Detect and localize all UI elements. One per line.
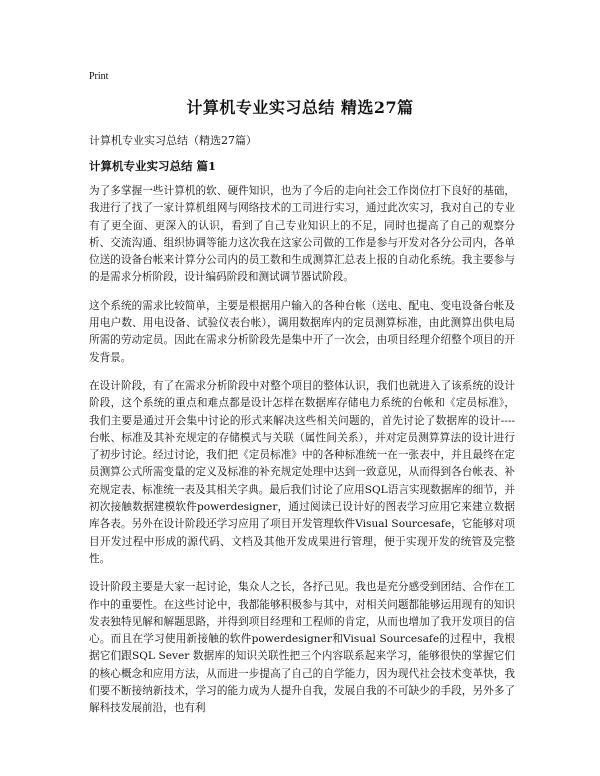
paragraph-3: 在设计阶段，有了在需求分析阶段中对整个项目的整体认识，我们也就进入了该系统的设计阶段，这个系统的重点和难点都是设计怎样在数据库存储电力系统的台帐和《定员标准》，我们主要是通过开会集中讨论的形式来解决这些相关问题的，首先讨论了数据库的设计----台帐、标准及其补充规定的存储模式与关联（属性间关系），并对定员测算算法的设计进行了初步讨论。经过讨论，我们把《定员标准》中的各种标准统一在一张表中，并且最终在定员测算公式所需变量的定义及标准的补充规定处理中达到一致意见，从而得到各台帐表、补充规定表、标准统一表及其相关字典。最后我们讨论了应用SQL语言实现数据库的细节，并初次接触数据建模软件powerdesigner，通过阅读已设计好的图表学习应用它来建立数据库各表。另外在设计阶段还学习应用了项目开发管理软件Visual Sourcesafe，它能够对项目开发过程中形成的源代码、文档及其他开发成果进行管理，便于实现开发的统管及完整性。 [89, 379, 515, 565]
print-label: Print [89, 71, 109, 82]
section-heading: 计算机专业实习总结 篇1 [89, 159, 217, 173]
paragraph-2: 这个系统的需求比较简单，主要是根据用户输入的各种台帐（送电、配电、变电设备台帐及用电户数、用电设备、试验仪表台帐），调用数据库内的定员测算标准，由此测算出供电局所需的劳动定员。因此在需求分析阶段先是集中开了一次会，由项目经理介绍整个项目的开发背景。 [89, 299, 515, 364]
body-text [89, 183, 515, 729]
paragraph-1: 为了多掌握一些计算机的软、硬件知识，也为了今后的走向社会工作岗位打下良好的基础，我进行了找了一家计算机组网与网络技术的工司进行实习，通过此次实习，我对自己的专业有了更全面、更深入的认识，看到了自己专业知识上的不足，同时也提高了自己的观察分析、交流沟通、组织协调等能力这次我在这家公司做的工作是参与开发对各分公司内，各单位送的设备台帐来计算分公司内的员工数和生成测算汇总表上报的自动化系统。我主要参与的是需求分析阶段，设计编码阶段和测试调节器试阶段。 [89, 185, 515, 284]
paragraph-4: 设计阶段主要是大家一起讨论，集众人之长，各抒己见。我也是充分感受到团结、合作在工作中的重要性。在这些讨论中，我都能够积极参与其中，对相关问题都能够运用现有的知识发表独特见解和解题思路，并得到项目经理和工程师的肯定，从而也增加了我开发项目的信心。而且在学习使用新接触的软件powerdesigner和Visual Sourcesafe的过程中，我根据它们跟SQL Sever 数据库的知识关联性把三个内容联系起来学习，能够很快的掌握它们的核心概念和应用方法，从而进一步提高了自己的自学能力，因为现代社会技术变革快，我们要不断接纳新技术，学习的能力成为人提升自我，发展自我的不可缺少的手段，另外多了解科技发展前沿，也有利 [89, 581, 515, 715]
document-subtitle: 计算机专业实习总结（精选27篇） [89, 134, 257, 147]
document-title: 计算机专业实习总结 精选27篇 [186, 98, 414, 117]
